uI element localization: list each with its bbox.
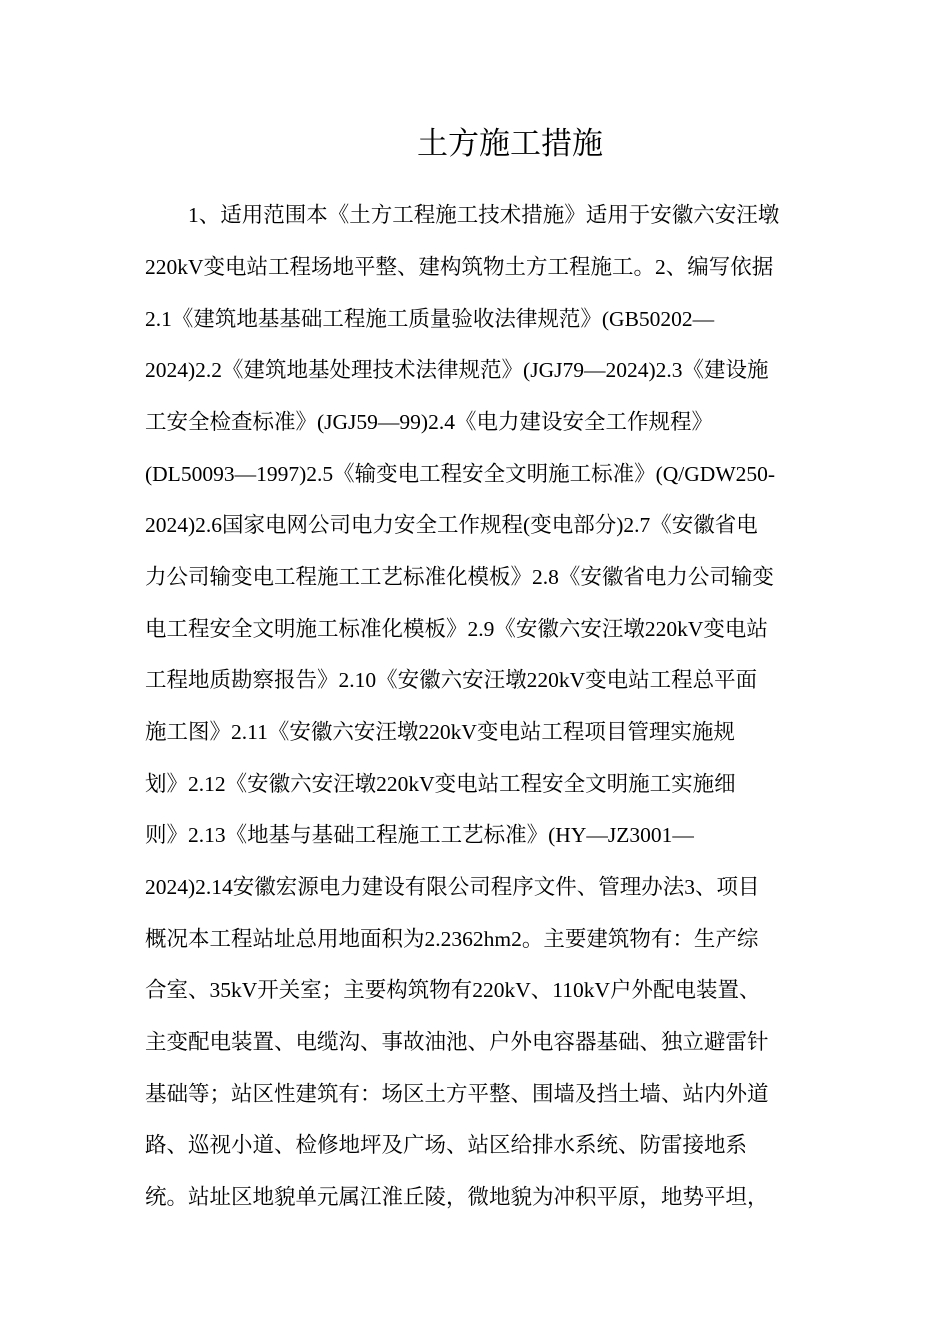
body-line: (DL50093—1997)2.5《输变电工程安全文明施工标准》(Q/GDW250- [145, 462, 776, 486]
body-line: 合室、35kV开关室；主要构筑物有220kV、110kV户外配电装置、 [145, 978, 761, 1002]
body-line: 2024)2.14安徽宏源电力建设有限公司程序文件、管理办法3、项目 [145, 875, 760, 899]
body-line: 路、巡视小道、检修地坪及广场、站区给排水系统、防雷接地系 [145, 1133, 748, 1157]
body-line: 划》2.12《安徽六安汪墩220kV变电站工程安全文明施工实施细 [145, 772, 736, 796]
body-line: 2.1《建筑地基基础工程施工质量验收法律规范》(GB50202— [145, 307, 715, 331]
body-line: 力公司输变电工程施工工艺标准化模板》2.8《安徽省电力公司输变 [145, 565, 774, 589]
body-line: 施工图》2.11《安徽六安汪墩220kV变电站工程项目管理实施规 [145, 720, 735, 744]
body-line: 基础等；站区性建筑有：场区土方平整、围墙及挡土墙、站内外道 [145, 1082, 769, 1106]
body-line: 工程地质勘察报告》2.10《安徽六安汪墩220kV变电站工程总平面 [145, 668, 758, 692]
body-line: 电工程安全文明施工标准化模板》2.9《安徽六安汪墩220kV变电站 [145, 617, 768, 641]
document-title: 土方施工措施 [417, 126, 603, 162]
body-line: 2024)2.6国家电网公司电力安全工作规程(变电部分)2.7《安徽省电 [145, 513, 758, 537]
body-line: 1、适用范围本《土方工程施工技术措施》适用于安徽六安汪墩 [145, 203, 780, 227]
body-line: 统。站址区地貌单元属江淮丘陵，微地貌为冲积平原，地势平坦， [145, 1185, 769, 1209]
body-line: 则》2.13《地基与基础工程施工工艺标准》(HY—JZ3001— [145, 823, 694, 847]
body-line: 主变配电装置、电缆沟、事故油池、户外电容器基础、独立避雷针 [145, 1030, 769, 1054]
body-line: 2024)2.2《建筑地基处理技术法律规范》(JGJ79—2024)2.3《建设施 [145, 358, 769, 382]
body-line: 概况本工程站址总用地面积为2.2362hm2。主要建筑物有：生产综 [145, 927, 759, 951]
body-line: 220kV变电站工程场地平整、建构筑物土方工程施工。2、编写依据 [145, 255, 774, 279]
body-line: 工安全检查标准》(JGJ59—99)2.4《电力建设安全工作规程》 [145, 410, 713, 434]
